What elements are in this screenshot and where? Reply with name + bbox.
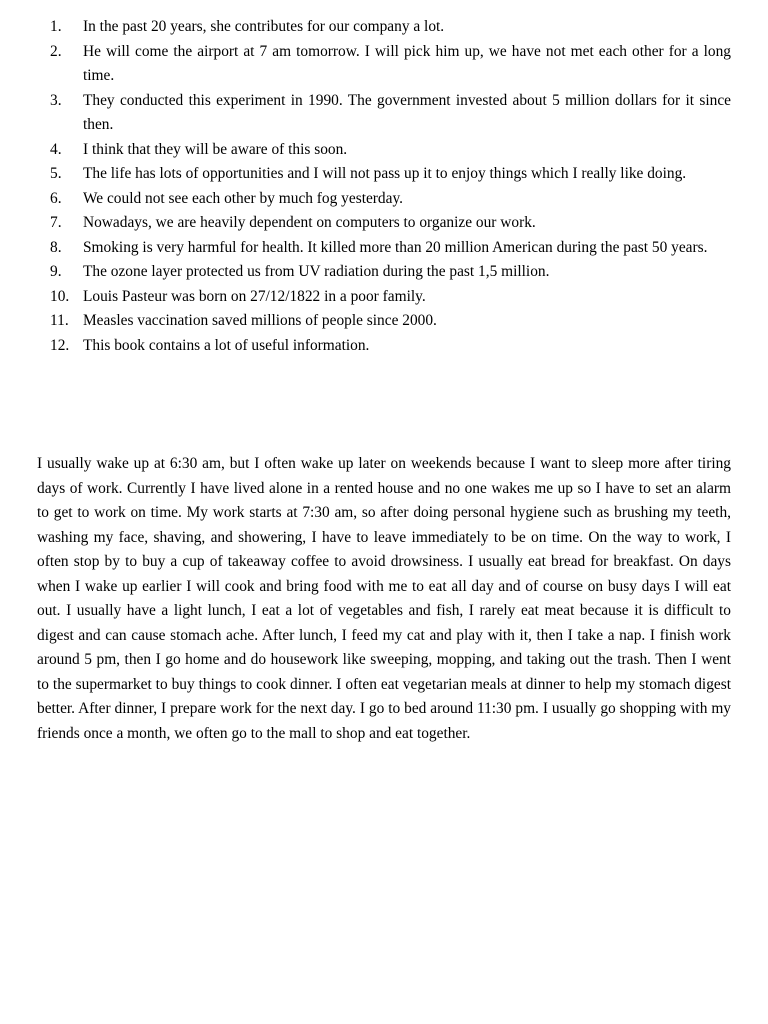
list-item: [50, 285, 731, 310]
item-text: Nowadays, we are heavily dependent on computers to organize our work.: [83, 214, 536, 231]
item-text: I think that they will be aware of this soon.: [83, 140, 348, 158]
item-text: The ozone layer protected us from UV radiation during the past 1,5 million.: [83, 263, 550, 280]
item-number: 1.: [50, 18, 62, 35]
list-item: [50, 236, 731, 261]
list-item: [50, 260, 731, 285]
item-number: 8.: [50, 238, 62, 256]
item-text: We could not see each other by much fog yesterday.: [83, 189, 403, 207]
item-text: This book contains a lot of useful information.: [83, 336, 370, 354]
item-number: 7.: [50, 214, 62, 231]
item-number: 12.: [50, 336, 70, 354]
item-number: 5.: [50, 165, 62, 182]
item-number: 4.: [50, 140, 62, 158]
item-text: Measles vaccination saved millions of people since 2000.: [83, 312, 437, 329]
essay-paragraph: I usually wake up at 6:30 am, but I often wake up later on weekends because I want to sleep more after tiring days of work. Currently I have lived alone in a rented house and no one wakes me up so I have to set an alarm to get to work on time. My work starts at 7:30 am, so after doing personal hygiene such as brushing my teeth, washing my face, shaving, and showering, I have to leave immediately to be on time. On the way to work, I often stop by to buy a cup of takeaway coffee to avoid drowsiness. I usually eat bread for breakfast. On days when I wake up earlier I will cook and bring food with me to eat all day and of course on busy days I will eat out. I usually have a light lunch, I eat a lot of vegetables and fish, I rarely eat meat because it is difficult to digest and can cause stomach ache. After lunch, I feed my cat and play with it, then I take a nap. I finish work around 5 pm, then I go home and do housework like sweeping, mopping, and taking out the trash. Then I went to the supermarket to buy things to cook dinner. I often eat vegetarian meals at dinner to help my stomach digest better. After dinner, I prepare work for the next day. I go to bed around 11:30 pm. I usually go shopping with my friends once a month, we often go to the mall to shop and eat together.: [37, 455, 731, 742]
list-item: [50, 40, 731, 89]
item-number: 6.: [50, 189, 62, 207]
list-item: [50, 334, 731, 359]
item-number: 3.: [50, 91, 62, 109]
sentence-list: [50, 15, 731, 358]
item-number: 10.: [50, 287, 70, 305]
item-number: 9.: [50, 263, 62, 280]
list-item: [50, 211, 731, 236]
list-item: [50, 309, 731, 334]
item-text: In the past 20 years, she contributes for our company a lot.: [83, 18, 445, 35]
item-text: They conducted this experiment in 1990. The government invested about 5 million dollars for it since then.: [83, 91, 731, 133]
item-text: Smoking is very harmful for health. It killed more than 20 million American during the past 50 years.: [83, 238, 708, 256]
list-item: [50, 89, 731, 138]
item-number: 2.: [50, 42, 62, 60]
item-number: 11.: [50, 312, 69, 329]
item-text: Louis Pasteur was born on 27/12/1822 in a poor family.: [83, 287, 426, 305]
list-item: [50, 138, 731, 163]
list-item: [50, 162, 731, 187]
list-item: [50, 187, 731, 212]
list-item: [50, 15, 731, 40]
item-text: He will come the airport at 7 am tomorrow. I will pick him up, we have not met each other for a long time.: [83, 42, 731, 84]
item-text: The life has lots of opportunities and I will not pass up it to enjoy things which I really like doing.: [83, 165, 687, 182]
